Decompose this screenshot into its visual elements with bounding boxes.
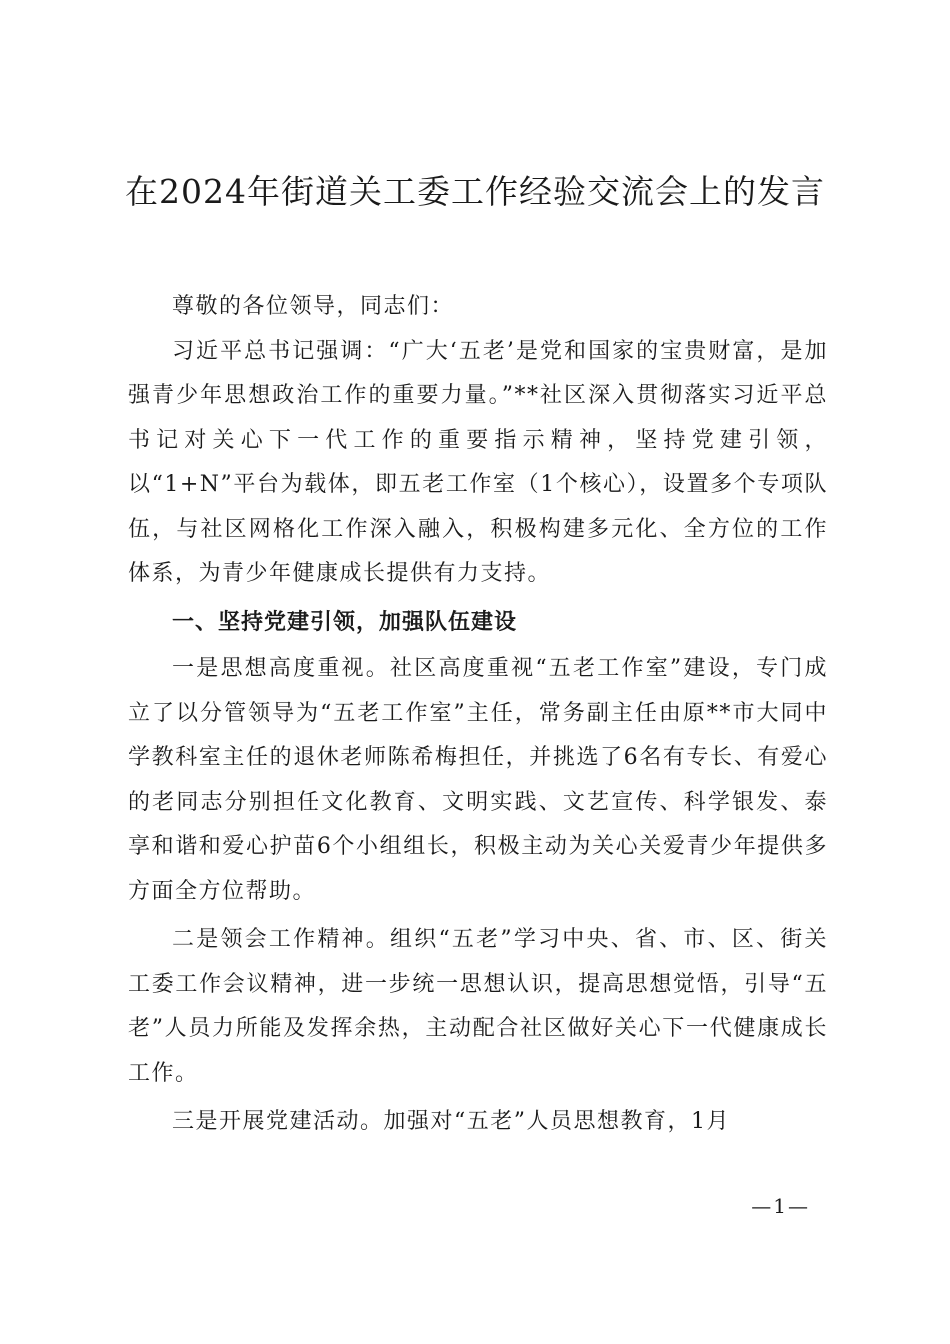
paragraph-2: 二是领会工作精神。组织“五老”学习中央、省、市、区、街关工委工作会议精神，进一步统一思想认识，提高思想觉悟，引导“五老”人员力所能及发挥余热，主动配合社区做好关心下一代健康成长工作。 (128, 927, 828, 1086)
section-heading: 一、坚持党建引领，加强队伍建设 (172, 609, 518, 635)
salutation: 尊敬的各位领导，同志们： (172, 294, 455, 319)
intro-paragraph: 习近平总书记强调：“广大‘五老’是党和国家的宝贵财富，是加强青少年思想政治工作的重要力量。”**社区深入贯彻落实习近平总书记对关心下一代工作的重要指示精神，坚持党建引领，以“1+N”平台为载体，即五老工作室（1个核心），设置多个专项队伍，与社区网格化工作深入融入，积极构建多元化、全方位的工作体系，为青少年健康成长提供有力支持。 (128, 338, 828, 586)
paragraph-1: 一是思想高度重视。社区高度重视“五老工作室”建设，专门成立了以分管领导为“五老工作室”主任，常务副主任由原**市大同中学教科室主任的退休老师陈希梅担任，并挑选了6名有专长、有爱心的老同志分别担任文化教育、文明实践、文艺宣传、科学银发、泰享和谐和爱心护苗6个小组组长，积极主动为关心关爱青少年提供多方面全方位帮助。 (128, 656, 828, 904)
document-title: 在2024年街道关工委工作经验交流会上的发言 (125, 172, 825, 211)
document-body (128, 285, 828, 1149)
paragraph-3: 三是开展党建活动。加强对“五老”人员思想教育，1月 (172, 1109, 730, 1134)
page-number: —1— (751, 1194, 810, 1218)
